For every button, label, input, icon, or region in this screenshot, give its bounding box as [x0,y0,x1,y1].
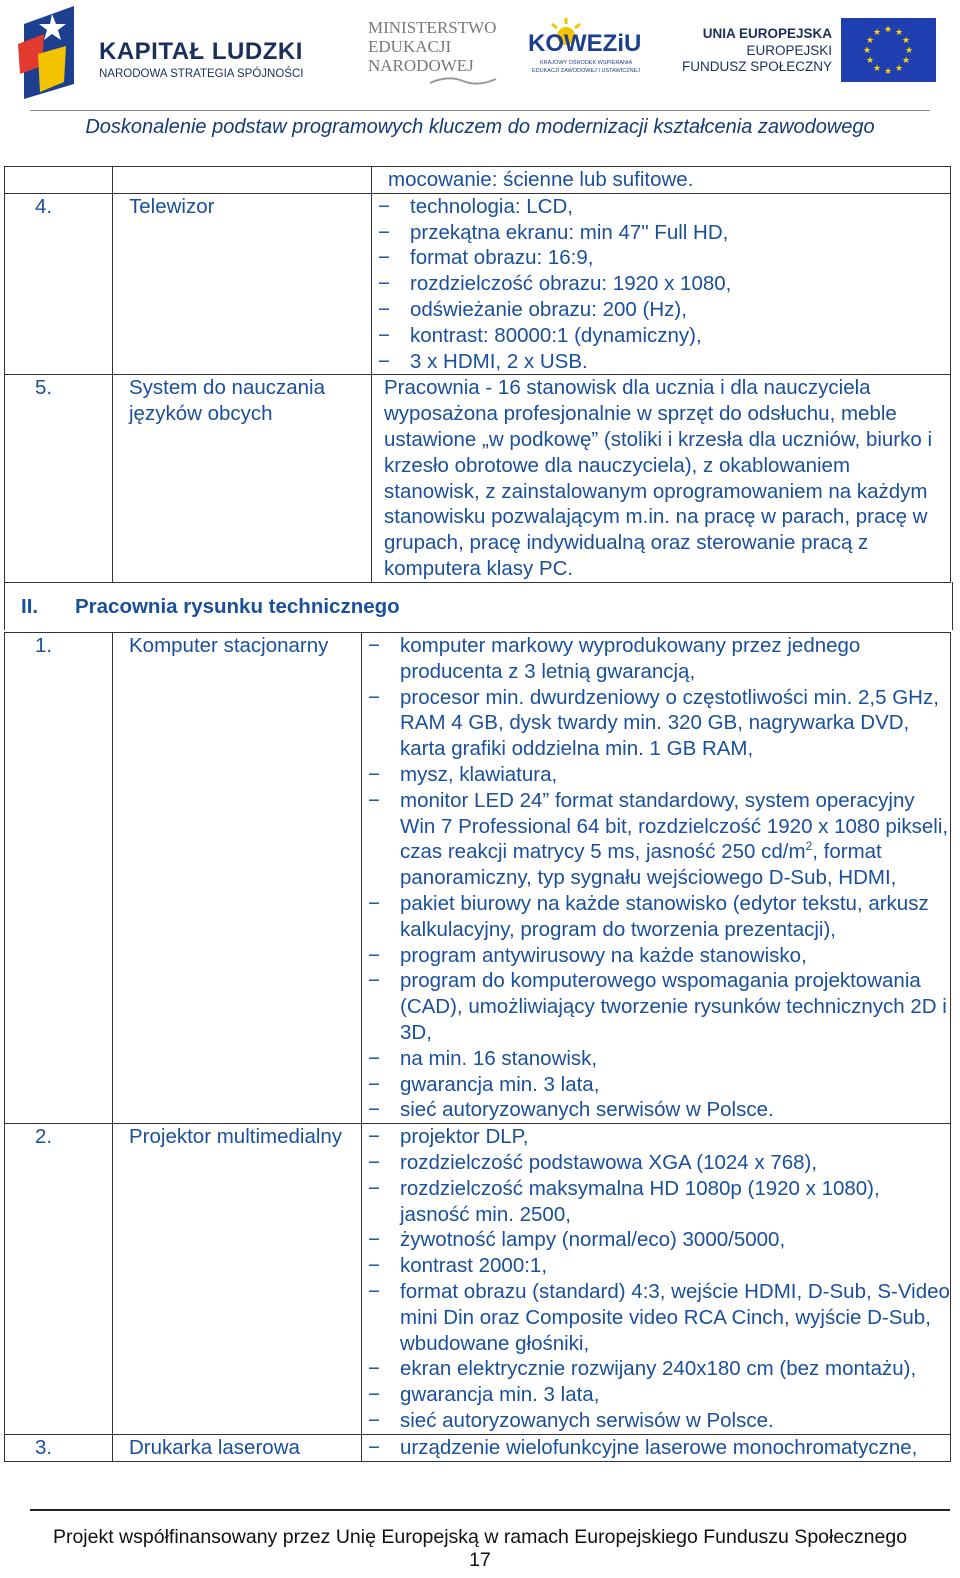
list-item: − program do komputerowego wspomagania projektowania (CAD), umożliwiający tworzenie rysunków technicznych 2D i 3D, [362,968,950,1045]
page-header [0,0,960,160]
list-item: − kontrast 2000:1, [362,1253,950,1279]
ministry-line-2: EDUKACJI [368,37,452,56]
list-item: − gwarancja min. 3 lata, [362,1382,950,1408]
koweziu-line-1: KRAJOWY OŚRODEK WSPIERANIA [540,60,633,66]
row-name: Drukarka laserowa [113,1434,362,1461]
list-item: − sieć autoryzowanych serwisów w Polsce. [362,1408,950,1434]
svg-text:★: ★ [894,28,904,38]
table-row [5,1124,951,1435]
header-tagline: Doskonalenie podstaw programowych kluczem do modernizacji kształcenia zawodowego [85,116,875,138]
row-description: Pracownia - 16 stanowisk dla ucznia i dla nauczyciela wyposażona profesjonalnie w sprzęt do odsłuchu, meble ustawione „w podkowę” (stoliki i krzesła dla uczniów, biurko i krzesło obrotowe dla nauczyciela), z okablowaniem stanowisk, z zainstalowanym oprogramowaniem na każdym stanowisku pozwalającym m.in. na pracę w parach, pracę w grupach, pracę indywidualną oraz sterowanie pracą z komputera klasy PC. [384,376,933,580]
list-item: − rozdzielczość maksymalna HD 1080p (1920 x 1080), jasność min. 2500, [362,1176,950,1228]
superscript: 2 [805,839,813,854]
list-item: − odświeżanie obrazu: 200 (Hz), [372,297,950,323]
ministry-line-1: MINISTERSTWO [368,18,497,37]
eu-flag-icon [841,18,936,82]
svg-text:★: ★ [865,36,875,46]
ministry-logo [368,18,508,88]
list-item: − urządzenie wielofunkcyjne laserowe monochromatyczne, [362,1435,950,1461]
spec-list [362,1124,950,1434]
header-rule [30,110,930,111]
list-item: − procesor min. dwurdzeniowy o częstotliwości min. 2,5 GHz, RAM 4 GB, dysk twardy min. 320 GB, nagrywarka DVD, karta grafiki oddzielna min. 1 GB RAM, [362,685,950,762]
row-name: Projektor multimedialny [113,1124,362,1435]
section-title: Pracownia rysunku technicznego [75,595,400,618]
footer-text: Projekt współfinansowany przez Unię Europejską w ramach Europejskiego Funduszu Społecznego [52,1526,908,1548]
table-row [5,633,951,1124]
row-number: 1. [5,633,113,1124]
spec-list [372,194,950,375]
list-item: − żywotność lampy (normal/eco) 3000/5000, [362,1227,950,1253]
table-row [5,193,951,375]
kapital-ludzki-title: KAPITAŁ LUDZKI [99,38,303,65]
svg-text:★: ★ [872,28,882,38]
row-number: 5. [5,375,113,582]
eu-line-3: FUNDUSZ SPOŁECZNY [681,59,832,74]
koweziu-line-2: EDUKACJI ZAWODOWEJ I USTAWICZNEJ [532,68,640,74]
kapital-ludzki-emblem-icon [14,4,94,104]
svg-text:★: ★ [901,36,911,46]
table-row [5,375,951,582]
kapital-ludzki-subtitle: NARODOWA STRATEGIA SPÓJNOŚCI [99,68,304,80]
spec-list [362,633,950,1123]
list-item: − rozdzielczość podstawowa XGA (1024 x 768), [362,1150,950,1176]
section-heading [4,582,953,630]
list-item: − format obrazu (standard) 4:3, wejście HDMI, D-Sub, S-Video mini Din oraz Composite video RCA Cinch, wyjście D-Sub, wbudowane głośniki, [362,1279,950,1356]
eu-line-1: UNIA EUROPEJSKA [702,26,832,41]
list-item-text-tail: , format panoramiczny, typ sygnału wejściowego D-Sub, HDMI, [400,840,897,890]
eagle-stroke-icon [428,75,498,87]
list-item: − kontrast: 80000:1 (dynamiczny), [372,323,950,349]
svg-text:★: ★ [901,56,911,66]
row-name: Komputer stacjonarny [113,633,362,1124]
row-number: 3. [5,1434,113,1461]
koweziu-title: KOWEZiU [528,30,642,57]
section-number: II. [21,595,39,618]
list-item: − mysz, klawiatura, [362,762,950,788]
footer-rule [30,1509,950,1511]
list-item: − pakiet biurowy na każde stanowisko (edytor tekstu, arkusz kalkulacyjny, program do tworzenia prezentacji), [362,891,950,943]
list-item-text: monitor LED 24” format standardowy, system operacyjny Win 7 Professional 64 bit, rozdzielczość 1920 x 1080 pikseli, czas reakcji matrycy 5 ms, jasność 250 cd/m [400,788,949,864]
svg-text:★: ★ [883,25,893,35]
list-item: − technologia: LCD, [372,194,950,220]
svg-text:★: ★ [904,46,914,56]
list-item: − projektor DLP, [362,1124,950,1150]
list-item: − format obrazu: 16:9, [372,245,950,271]
equipment-table-2 [4,632,951,1462]
svg-text:★: ★ [894,64,904,74]
list-item: − rozdzielczość obrazu: 1920 x 1080, [372,271,950,297]
eu-logo [681,18,938,88]
list-item: − przekątna ekranu: min 47" Full HD, [372,220,950,246]
page-number: 17 [469,1549,491,1571]
continuation-text: mocowanie: ścienne lub sufitowe. [388,168,694,191]
table-row [5,1434,951,1461]
row-number: 2. [5,1124,113,1435]
row-number: 4. [5,193,113,375]
svg-text:★: ★ [862,46,872,56]
koweziu-logo [528,18,648,88]
list-item: − 3 x HDMI, 2 x USB. [372,349,950,375]
svg-text:★: ★ [865,56,875,66]
row-name: Telewizor [113,193,372,375]
svg-text:★: ★ [883,67,893,77]
svg-text:★: ★ [872,64,882,74]
list-item: − gwarancja min. 3 lata, [362,1072,950,1098]
equipment-table-1 [4,166,951,583]
ministry-line-3: NARODOWEJ [368,56,474,75]
spec-list [362,1435,950,1461]
list-item: − komputer markowy wyprodukowany przez jednego producenta z 3 letnią gwarancją, [362,633,950,685]
list-item: − sieć autoryzowanych serwisów w Polsce. [362,1097,950,1123]
list-item: − na min. 16 stanowisk, [362,1046,950,1072]
kapital-ludzki-logo [14,4,314,104]
list-item: − program antywirusowy na każde stanowisko, [362,943,950,969]
list-item [362,788,950,891]
table-row [5,167,951,194]
list-item: − ekran elektrycznie rozwijany 240x180 cm (bez montażu), [362,1356,950,1382]
row-name: System do nauczania języków obcych [113,375,372,582]
eu-line-2: EUROPEJSKI [746,43,832,58]
